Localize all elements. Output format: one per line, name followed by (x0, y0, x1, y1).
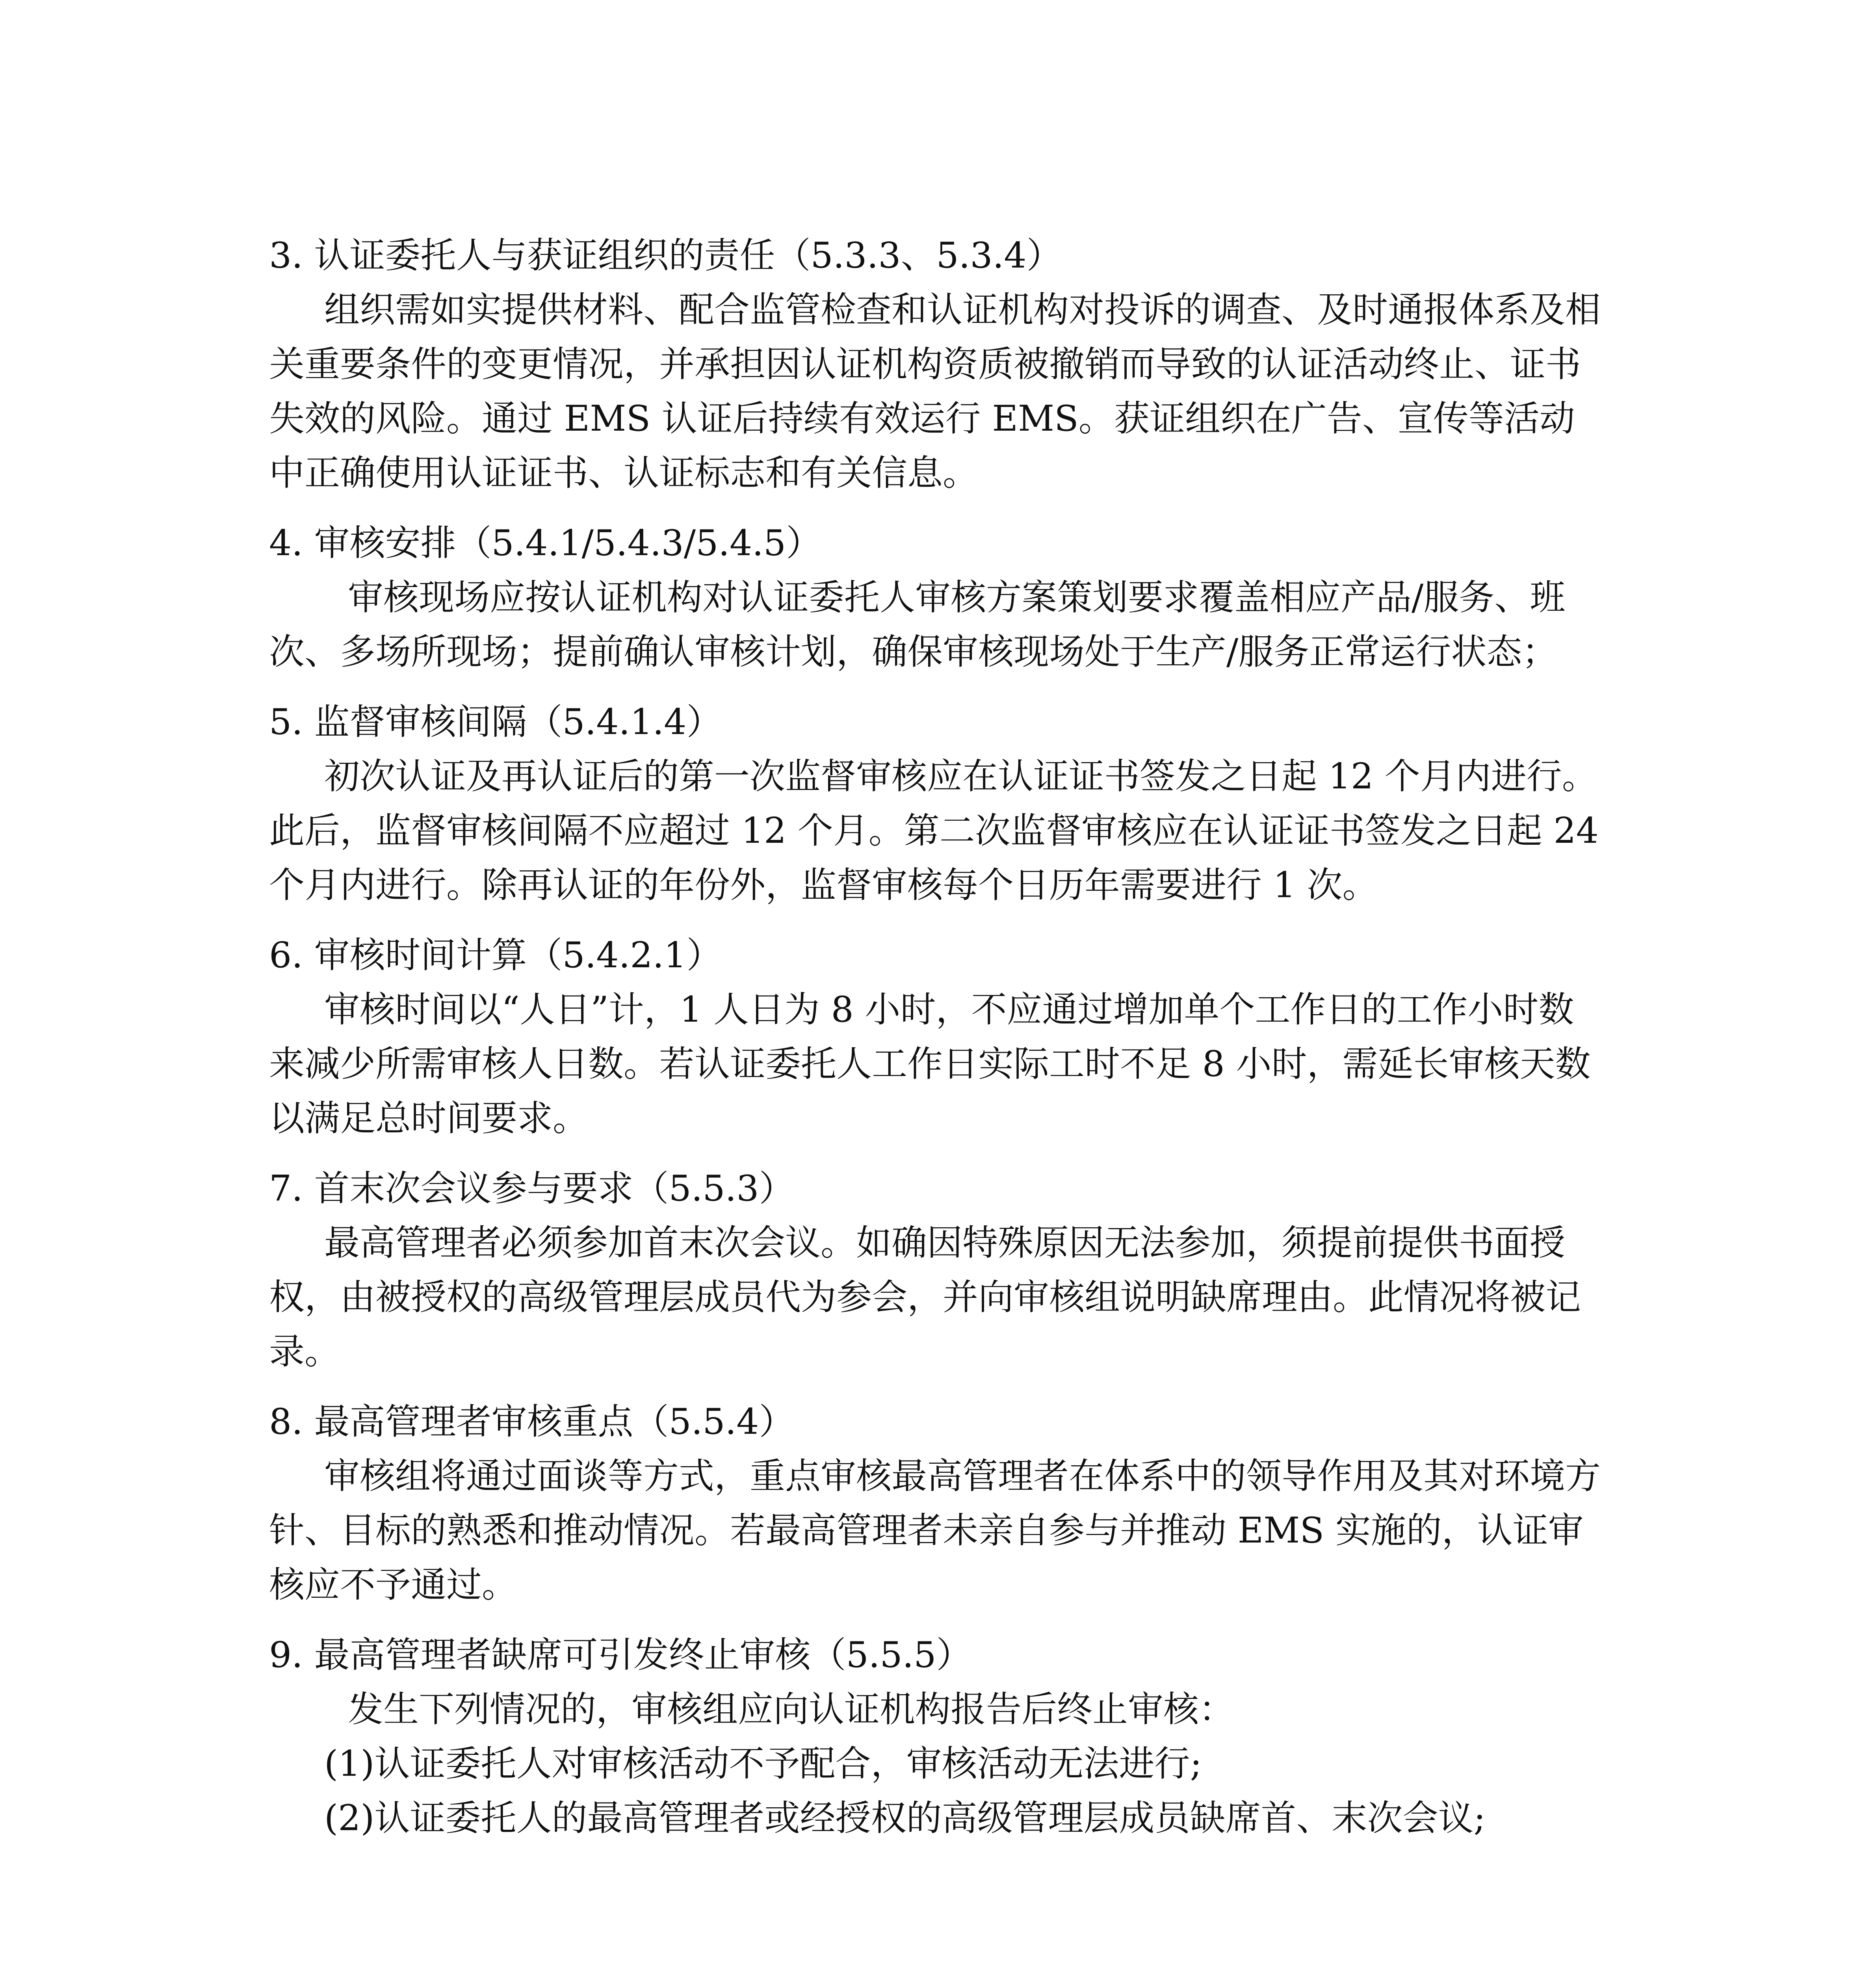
section-8-heading: 8. 最高管理者审核重点（5.5.4） (269, 1401, 795, 1442)
section-5-heading: 5. 监督审核间隔（5.4.1.4） (269, 701, 722, 743)
section-9-paragraph: 发生下列情况的，审核组应向认证机构报告后终止审核： (348, 1689, 1234, 1730)
section-4-heading: 4. 审核安排（5.4.1/5.4.3/5.4.5） (269, 522, 822, 564)
section-5-paragraph: 初次认证及再认证后的第一次监督审核应在认证证书签发之日起 12 个月内进行。此后，监督审核间隔不应超过 12 个月。第二次监督审核应在认证证书签发之日起 24 个月内进行。除再认证的年份外，监督审核每个日历年需要进行 1 次。 (269, 756, 1599, 906)
section-3-heading: 3. 认证委托人与获证组织的责任（5.3.3、5.3.4） (269, 235, 1062, 276)
section-6-heading: 6. 审核时间计算（5.4.2.1） (269, 935, 722, 976)
section-9-item-2: (2)认证委托人的最高管理者或经授权的高级管理层成员缺席首、末次会议; (324, 1797, 1486, 1839)
document-body (269, 229, 1609, 1845)
section-7-heading: 7. 首末次会议参与要求（5.5.3） (269, 1168, 795, 1209)
section-6-paragraph: 审核时间以“人日”计，1 人日为 8 小时，不应通过增加单个工作日的工作小时数来减少所需审核人日数。若认证委托人工作日实际工时不足 8 小时，需延长审核天数以满足总时间要求。 (269, 989, 1591, 1139)
section-9-item-1: (1)认证委托人对审核活动不予配合，审核活动无法进行; (324, 1743, 1202, 1784)
section-8-paragraph: 审核组将通过面谈等方式，重点审核最高管理者在体系中的领导作用及其对环境方针、目标的熟悉和推动情况。若最高管理者未亲自参与并推动 EMS 实施的，认证审核应不予通过。 (269, 1455, 1601, 1606)
section-9-heading: 9. 最高管理者缺席可引发终止审核（5.5.5） (269, 1634, 972, 1676)
section-3-paragraph: 组织需如实提供材料、配合监管检查和认证机构对投诉的调查、及时通报体系及相关重要条件的变更情况，并承担因认证机构资质被撤销而导致的认证活动终止、证书失效的风险。通过 EMS 认证后持续有效运行 EMS。获证组织在广告、宣传等活动中正确使用认证证书、认证标志和有关信息。 (269, 289, 1601, 494)
section-4-paragraph: 审核现场应按认证机构对认证委托人审核方案策划要求覆盖相应产品/服务、班次、多场所现场；提前确认审核计划，确保审核现场处于生产/服务正常运行状态； (269, 577, 1566, 673)
section-7-paragraph: 最高管理者必须参加首末次会议。如确因特殊原因无法参加，须提前提供书面授权，由被授权的高级管理层成员代为参会，并向审核组说明缺席理由。此情况将被记录。 (269, 1222, 1581, 1372)
